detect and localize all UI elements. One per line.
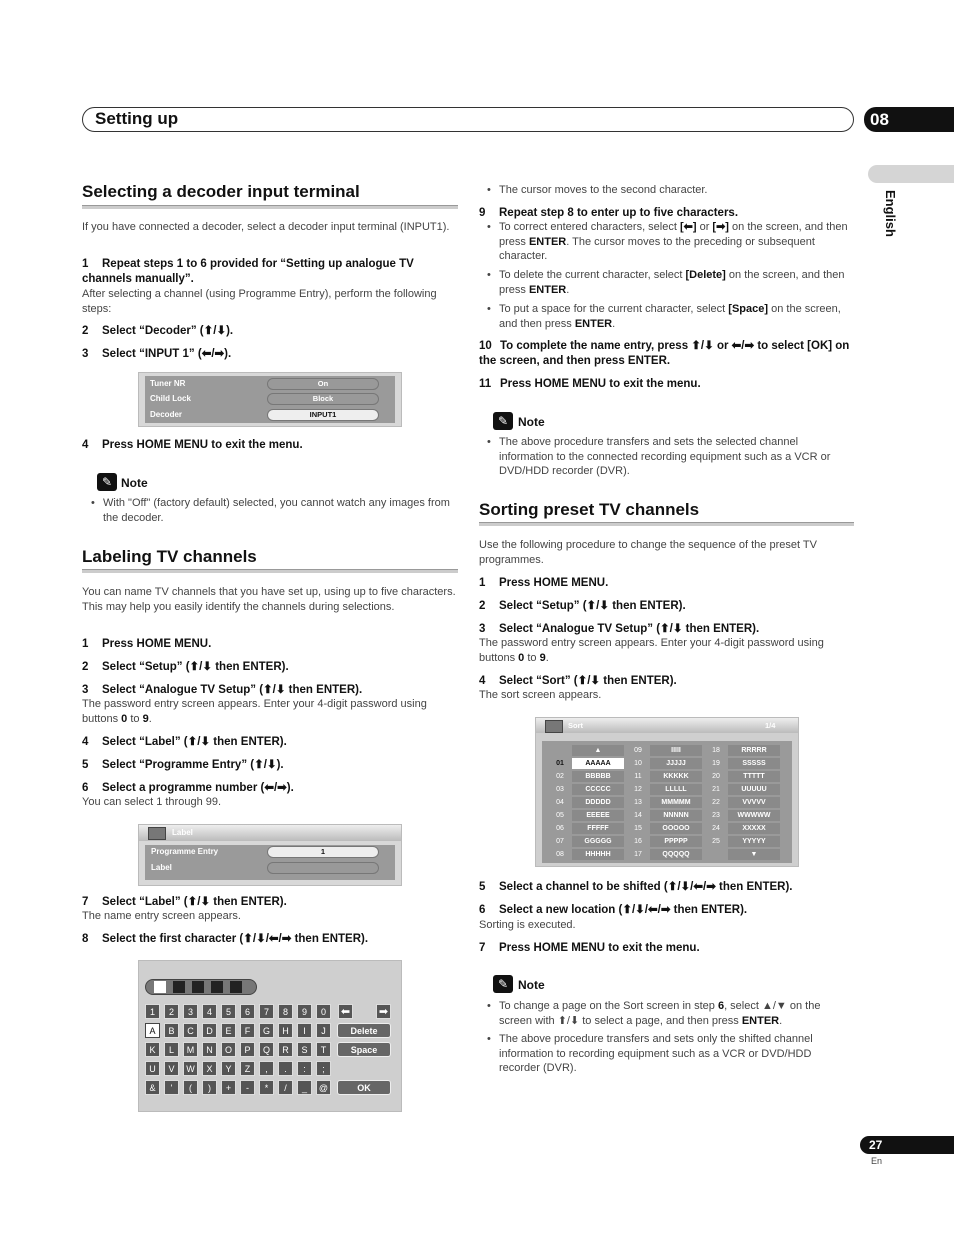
- step: 1 Press HOME MENU.: [82, 638, 212, 650]
- step: 2 Select “Setup” (⬆/⬇ then ENTER).: [82, 661, 289, 673]
- name-char-box: [173, 981, 185, 993]
- menu-title: Label: [172, 828, 193, 837]
- step: 7 Press HOME MENU to exit the menu.: [479, 942, 700, 954]
- sort-channel-name[interactable]: KKKKK: [650, 771, 702, 782]
- sort-channel-number: 11: [634, 773, 642, 780]
- step: 2 Select “Decoder” (⬆/⬇).: [82, 325, 234, 337]
- sort-channel-number: 08: [556, 851, 564, 858]
- sort-channel-number: 24: [712, 825, 720, 832]
- cursor-right-key[interactable]: ➡: [376, 1004, 391, 1019]
- keyboard-key[interactable]: S: [297, 1042, 312, 1057]
- keyboard-key[interactable]: C: [183, 1023, 198, 1038]
- section-title-labeling: Labeling TV channels: [82, 547, 257, 566]
- keyboard-key[interactable]: F: [240, 1023, 255, 1038]
- cursor-left-key[interactable]: ⬅: [338, 1004, 353, 1019]
- keyboard-key[interactable]: M: [183, 1042, 198, 1057]
- sort-channel-number: 05: [556, 812, 564, 819]
- step: 1 Repeat steps 1 to 6 provided for “Setting up analogue TV channels manually”.: [82, 258, 414, 285]
- step: 5 Select a channel to be shifted (⬆/⬇/⬅/➡ then ENTER).: [479, 881, 793, 893]
- keyboard-key[interactable]: 3: [183, 1004, 198, 1019]
- step: 2 Select “Setup” (⬆/⬇ then ENTER).: [479, 600, 686, 612]
- sort-channel-number: 09: [634, 747, 642, 754]
- paragraph: Use the following procedure to change the sequence of the preset TV programmes.: [479, 539, 817, 566]
- keyboard-key[interactable]: (: [183, 1080, 198, 1095]
- keyboard-key[interactable]: @: [316, 1080, 331, 1095]
- sort-channel-number: 13: [634, 799, 642, 806]
- keyboard-key[interactable]: &: [145, 1080, 160, 1095]
- sort-channel-name[interactable]: YYYYY: [728, 836, 780, 847]
- keyboard-key[interactable]: 9: [297, 1004, 312, 1019]
- step: 8 Select the first character (⬆/⬇/⬅/➡ then ENTER).: [82, 933, 369, 945]
- name-char-box: [230, 981, 242, 993]
- keyboard-key[interactable]: D: [202, 1023, 217, 1038]
- section-title-decoder: Selecting a decoder input terminal: [82, 182, 360, 201]
- note-label: Note: [518, 415, 545, 429]
- sort-channel-number: 07: [556, 838, 564, 845]
- sort-channel-number: 20: [712, 773, 720, 780]
- chapter-number: 08: [864, 107, 954, 132]
- menu-row-label: Tuner NR: [150, 379, 186, 388]
- keyboard-key[interactable]: O: [221, 1042, 236, 1057]
- menu-row-label: Label: [151, 863, 172, 872]
- keyboard-key[interactable]: K: [145, 1042, 160, 1057]
- ok-key[interactable]: OK: [337, 1080, 391, 1095]
- page-lang: En: [871, 1156, 883, 1166]
- keyboard-key[interactable]: H: [278, 1023, 293, 1038]
- sort-channel-name[interactable]: SSSSS: [728, 758, 780, 769]
- bullet: • To correct entered characters, select [⬅] or [➡] on the screen, and then press ENTER. The cursor moves to the preceding or subsequent character.: [487, 220, 854, 264]
- sort-channel-name[interactable]: AAAAA: [572, 758, 624, 769]
- sort-channel-name[interactable]: NNNNN: [650, 810, 702, 821]
- sort-channel-number: 21: [712, 786, 720, 793]
- page-number: 27: [860, 1136, 954, 1154]
- sort-channel-number: 03: [556, 786, 564, 793]
- sort-channel-name[interactable]: EEEEE: [572, 810, 624, 821]
- divider: [82, 570, 458, 573]
- keyboard-key[interactable]: T: [316, 1042, 331, 1057]
- sort-channel-name[interactable]: VVVVV: [728, 797, 780, 808]
- sort-channel-number: 14: [634, 812, 642, 819]
- sort-channel-name[interactable]: MMMMM: [650, 797, 702, 808]
- step: 4 Press HOME MENU to exit the menu.: [82, 439, 303, 451]
- sort-screen: [535, 717, 799, 867]
- note-icon: ✎: [493, 975, 513, 993]
- keyboard-key[interactable]: /: [278, 1080, 293, 1095]
- keyboard-key[interactable]: +: [221, 1080, 236, 1095]
- sort-channel-name[interactable]: IIIII: [650, 745, 702, 756]
- keyboard-key[interactable]: -: [240, 1080, 255, 1095]
- keyboard-key[interactable]: 5: [221, 1004, 236, 1019]
- sort-channel-name[interactable]: OOOOO: [650, 823, 702, 834]
- label-menu-screen: [138, 824, 402, 886]
- keyboard-key[interactable]: ': [164, 1080, 179, 1095]
- language-tab: [868, 165, 954, 183]
- sort-channel-number: 06: [556, 825, 564, 832]
- keyboard-key[interactable]: ,: [259, 1061, 274, 1076]
- sort-page: 1/4: [765, 721, 776, 730]
- paragraph: The password entry screen appears. Enter your 4-digit password using buttons 0 to 9.: [82, 698, 427, 725]
- sort-channel-name[interactable]: LLLLL: [650, 784, 702, 795]
- step: 3 Select “INPUT 1” (⬅/➡).: [82, 348, 232, 360]
- keyboard-key[interactable]: Z: [240, 1061, 255, 1076]
- step: 3 Select “Analogue TV Setup” (⬆/⬇ then ENTER).: [479, 623, 760, 635]
- keyboard-key[interactable]: P: [240, 1042, 255, 1057]
- programme-entry-value: 1: [267, 846, 379, 858]
- divider: [479, 523, 854, 526]
- name-char-box: [192, 981, 204, 993]
- sort-channel-number: 04: [556, 799, 564, 806]
- sort-channel-name[interactable]: PPPPP: [650, 836, 702, 847]
- keyboard-key[interactable]: A: [145, 1023, 160, 1038]
- step: 1 Press HOME MENU.: [479, 577, 609, 589]
- sort-channel-number: 19: [712, 760, 720, 767]
- keyboard-key[interactable]: 8: [278, 1004, 293, 1019]
- sort-channel-number: 18: [712, 747, 720, 754]
- paragraph: After selecting a channel (using Programme Entry), perform the following steps:: [82, 288, 437, 315]
- language-label: English: [883, 190, 898, 237]
- name-char-box: [211, 981, 223, 993]
- label-value: [267, 862, 379, 874]
- tv-icon: [545, 720, 563, 733]
- menu-row-value: Block: [267, 393, 379, 405]
- sort-channel-number: 02: [556, 773, 564, 780]
- keyboard-key[interactable]: 2: [164, 1004, 179, 1019]
- keyboard-key[interactable]: I: [297, 1023, 312, 1038]
- keyboard-key[interactable]: U: [145, 1061, 160, 1076]
- keyboard-key[interactable]: R: [278, 1042, 293, 1057]
- keyboard-key[interactable]: 1: [145, 1004, 160, 1019]
- menu-row-label: Decoder: [150, 410, 183, 419]
- sort-channel-name[interactable]: RRRRR: [728, 745, 780, 756]
- sort-channel-number: 16: [634, 838, 642, 845]
- paragraph: The sort screen appears.: [479, 689, 602, 701]
- menu-row-value: INPUT1: [267, 409, 379, 421]
- step: 5 Select “Programme Entry” (⬆/⬇).: [82, 759, 284, 771]
- bullet: • The cursor moves to the second character.: [487, 183, 854, 198]
- step: 6 Select a new location (⬆/⬇/⬅/➡ then ENTER).: [479, 904, 748, 916]
- sort-channel-number: 22: [712, 799, 720, 806]
- tv-icon: [148, 827, 166, 840]
- menu-row-value: On: [267, 378, 379, 390]
- bullet: • With "Off" (factory default) selected, you cannot watch any images from the decoder.: [91, 496, 458, 525]
- bullet: • The above procedure transfers and sets the selected channel information to the connected recording equipment such as a VCR or DVD/HDD recorder (DVR).: [487, 435, 854, 479]
- step: 9 Repeat step 8 to enter up to five characters.: [479, 207, 739, 219]
- sort-channel-number: [552, 745, 568, 756]
- sort-channel-name[interactable]: HHHHH: [572, 849, 624, 860]
- sort-channel-name[interactable]: ▼: [728, 849, 780, 860]
- note-label: Note: [518, 978, 545, 992]
- menu-row-label: Programme Entry: [151, 847, 219, 856]
- keyboard-key[interactable]: 4: [202, 1004, 217, 1019]
- sort-channel-name[interactable]: CCCCC: [572, 784, 624, 795]
- keyboard-key[interactable]: _: [297, 1080, 312, 1095]
- sort-channel-name[interactable]: JJJJJ: [650, 758, 702, 769]
- sort-channel-name[interactable]: GGGGG: [572, 836, 624, 847]
- keyboard-key[interactable]: 0: [316, 1004, 331, 1019]
- delete-key[interactable]: Delete: [337, 1023, 391, 1038]
- step: 7 Select “Label” (⬆/⬇ then ENTER).: [82, 896, 287, 908]
- step: 6 Select a programme number (⬅/➡).: [82, 782, 294, 794]
- bullet: • To change a page on the Sort screen in step 6, select ▲/▼ on the screen with ⬆/⬇ to select a page, and then press ENTER.: [487, 999, 854, 1028]
- paragraph: The password entry screen appears. Enter your 4-digit password using buttons 0 to 9.: [479, 637, 824, 664]
- bullet: • To put a space for the current character, select [Space] on the screen, and then press ENTER.: [487, 302, 854, 331]
- paragraph: You can name TV channels that you have set up, using up to five characters. This may help you easily identify the channels during selections.: [82, 586, 456, 613]
- keyboard-key[interactable]: Y: [221, 1061, 236, 1076]
- keyboard-key[interactable]: J: [316, 1023, 331, 1038]
- keyboard-key[interactable]: B: [164, 1023, 179, 1038]
- sort-channel-number: [708, 849, 724, 860]
- sort-channel-number: 10: [634, 760, 642, 767]
- keyboard-key[interactable]: L: [164, 1042, 179, 1057]
- paragraph: The name entry screen appears.: [82, 910, 241, 922]
- keyboard-key[interactable]: 7: [259, 1004, 274, 1019]
- section-title-sorting: Sorting preset TV channels: [479, 500, 700, 519]
- note-label: Note: [121, 476, 148, 490]
- step: 4 Select “Sort” (⬆/⬇ then ENTER).: [479, 675, 677, 687]
- keyboard-key[interactable]: 6: [240, 1004, 255, 1019]
- sort-channel-name[interactable]: BBBBB: [572, 771, 624, 782]
- keyboard-key[interactable]: :: [297, 1061, 312, 1076]
- page-header-title: Setting up: [95, 109, 179, 128]
- sort-channel-number: 23: [712, 812, 720, 819]
- note-icon: ✎: [97, 473, 117, 491]
- keyboard-key[interactable]: N: [202, 1042, 217, 1057]
- keyboard-key[interactable]: Q: [259, 1042, 274, 1057]
- divider: [82, 206, 458, 209]
- name-entry-keyboard: [138, 960, 402, 1112]
- space-key[interactable]: Space: [337, 1042, 391, 1057]
- menu-row-label: Child Lock: [150, 394, 191, 403]
- keyboard-key[interactable]: E: [221, 1023, 236, 1038]
- header-bar: [82, 107, 854, 132]
- keyboard-key[interactable]: X: [202, 1061, 217, 1076]
- decoder-menu-screen: [138, 372, 402, 427]
- bullet: • To delete the current character, select [Delete] on the screen, and then press ENTER.: [487, 268, 854, 297]
- step: 3 Select “Analogue TV Setup” (⬆/⬇ then ENTER).: [82, 684, 363, 696]
- keyboard-key[interactable]: .: [278, 1061, 293, 1076]
- paragraph: You can select 1 through 99.: [82, 796, 222, 808]
- sort-title: Sort: [568, 721, 583, 730]
- sort-channel-name[interactable]: TTTTT: [728, 771, 780, 782]
- keyboard-key[interactable]: V: [164, 1061, 179, 1076]
- sort-channel-number: 17: [634, 851, 642, 858]
- bullet: • The above procedure transfers and sets only the shifted channel information to recording equipment such as a VCR or DVD/HDD recorder (DVR).: [487, 1032, 854, 1076]
- sort-channel-name[interactable]: UUUUU: [728, 784, 780, 795]
- step: 11 Press HOME MENU to exit the menu.: [479, 378, 701, 390]
- keyboard-key[interactable]: ;: [316, 1061, 331, 1076]
- sort-channel-name[interactable]: QQQQQ: [650, 849, 702, 860]
- paragraph: Sorting is executed.: [479, 919, 576, 931]
- sort-channel-name[interactable]: WWWWW: [728, 810, 780, 821]
- sort-channel-name[interactable]: XXXXX: [728, 823, 780, 834]
- sort-channel-name[interactable]: DDDDD: [572, 797, 624, 808]
- sort-channel-number: 15: [634, 825, 642, 832]
- step: 10 To complete the name entry, press ⬆/⬇ or ⬅/➡ to select [OK] on the screen, and then press ENTER.: [479, 340, 850, 367]
- step: 4 Select “Label” (⬆/⬇ then ENTER).: [82, 736, 287, 748]
- sort-channel-number: 12: [634, 786, 642, 793]
- sort-channel-name[interactable]: FFFFF: [572, 823, 624, 834]
- keyboard-key[interactable]: W: [183, 1061, 198, 1076]
- keyboard-key[interactable]: G: [259, 1023, 274, 1038]
- note-icon: ✎: [493, 412, 513, 430]
- name-char-box: [154, 981, 166, 993]
- paragraph: If you have connected a decoder, select a decoder input terminal (INPUT1).: [82, 221, 450, 233]
- keyboard-key[interactable]: *: [259, 1080, 274, 1095]
- keyboard-key[interactable]: ): [202, 1080, 217, 1095]
- sort-channel-number: 25: [712, 838, 720, 845]
- sort-channel-number: 01: [556, 760, 564, 767]
- sort-channel-name[interactable]: ▲: [572, 745, 624, 756]
